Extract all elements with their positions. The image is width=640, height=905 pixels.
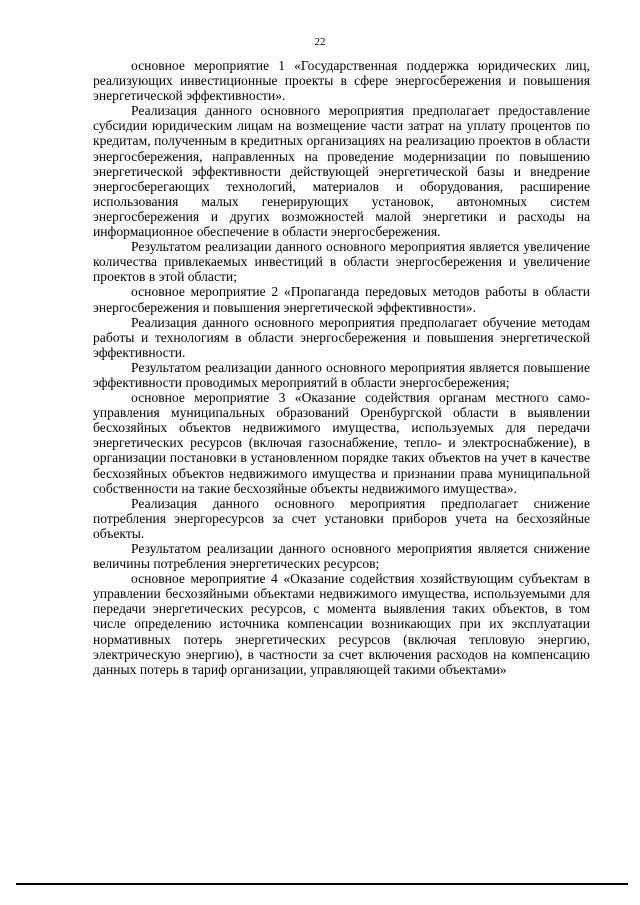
paragraph-measure-3-implementation: Реализация данного основного мероприятия предполагает снижение потребления энергоресурсов за счет установки приборов учета на бесхозяйные объекты.	[93, 495, 590, 541]
paragraph-measure-2-result: Результатом реализации данного основного мероприятия является повышение эффективности проводимых мероприятий в области энергосбережения;	[93, 359, 590, 390]
paragraph-measure-1-result: Результатом реализации данного основного мероприятия является увеличение количества привлекаемых инвестиций в области энергосбережения и увеличение проектов в этой области;	[93, 239, 590, 285]
bottom-divider	[16, 883, 628, 885]
paragraph-measure-2-implementation: Реализация данного основного мероприятия предполагает обучение методам работы и технологиям в области энергосбережения и повышения энергетической эффективности.	[93, 314, 590, 360]
document-body	[93, 58, 590, 677]
paragraph-measure-4-title: основное мероприятие 4 «Оказание содействия хозяйствующим субъектам в управлении бесхозяйными объектами недвижимого имущества, используемыми для передачи энергетических ресурсов, с момента выявления таких объектов, в том числе определению источника компенсации возникающих при их эксплуатации нормативных потерь энергетических ресурсов (включая тепловую энергию, электрическую энергию), в частности за счет включения расходов на компенсацию данных потерь в тариф организации, управляющей такими объектами»	[93, 571, 590, 677]
page-number: 22	[314, 36, 326, 48]
paragraph-measure-3-result: Результатом реализации данного основного мероприятия является снижение величины потребления энергетических ресурсов;	[93, 541, 590, 572]
paragraph-measure-2-title: основное мероприятие 2 «Пропаганда передовых методов работы в области энергосбережения и повышения энергетической эффективности».	[93, 284, 590, 315]
paragraph-measure-1-title: основное мероприятие 1 «Государственная поддержка юридических лиц, реализующих инвестиционные проекты в сфере энергосбережения и повышения энергетической эффективности».	[93, 58, 590, 104]
paragraph-measure-3-title: основное мероприятие 3 «Оказание содействия органам местного самоуправления муниципальных образований Оренбургской области в выявлении бесхозяйных объектов недвижимого имущества, используемых для передачи энергетических ресурсов (включая газоснабжение, тепло- и электроснабжение), в организации постановки в установленном порядке таких объектов на учет в качестве бесхозяйных объектов недвижимого имущества и признании права муниципальной собственности на такие бесхозяйные объекты недвижимого имущества».	[93, 390, 590, 496]
paragraph-measure-1-implementation: Реализация данного основного мероприятия предполагает предоставление субсидии юридическим лицам на возмещение части затрат на уплату процентов по кредитам, полученным в кредитных организациях на реализацию проектов в области энергосбережения, направленных на проведение модернизации по повышению энергетической эффективности действующей энергетической базы и внедрение энергосберегающих технологий, материалов и оборудования, расширение использования малых генерирующих установок, автономных систем энергосбережения и других возможностей малой энергетики и расходы на информационное обеспечение в области энергосбережения.	[93, 103, 590, 240]
